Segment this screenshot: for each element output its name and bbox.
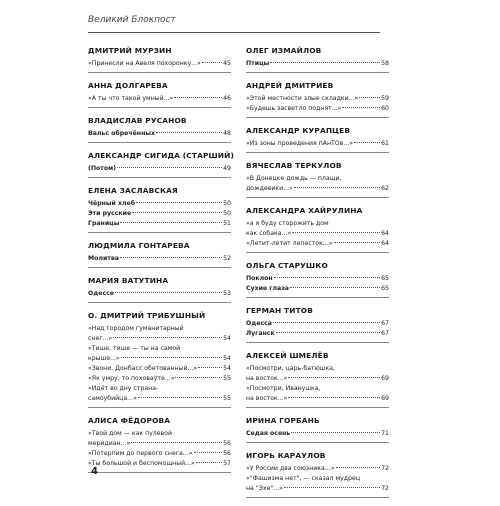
entry-page-number: 62 bbox=[381, 185, 389, 192]
entry-title-line: «В Донецке дождь — плащи, bbox=[246, 175, 342, 182]
dot-leader bbox=[334, 242, 381, 243]
author-name: ИГОРЬ КАРАУЛОВ bbox=[246, 451, 326, 460]
toc-entry[interactable] bbox=[246, 429, 389, 439]
author-name: ОЛЕГ ИЗМАЙЛОВ bbox=[246, 46, 322, 55]
toc-entry[interactable] bbox=[246, 329, 389, 339]
entry-title-line: меридиан...» bbox=[88, 440, 131, 447]
entry-page-number: 49 bbox=[223, 165, 231, 172]
entry-title-line: «Будешь засветло поднят...» bbox=[246, 105, 342, 112]
author-name: О. ДМИТРИЙ ТРИБУШНЫЙ bbox=[88, 311, 206, 320]
entry-leader-row bbox=[88, 129, 231, 139]
entry-page-number: 48 bbox=[223, 130, 231, 137]
section-divider bbox=[246, 152, 389, 153]
author-name: АННА ДОЛГАРЕВА bbox=[88, 81, 168, 90]
entry-title-line: «Потерпим до первого снега...» bbox=[88, 450, 193, 457]
dot-leader bbox=[292, 232, 380, 233]
toc-entry[interactable] bbox=[246, 219, 389, 239]
dot-leader bbox=[113, 337, 222, 338]
entry-title-line: «Як умру, то поховаўте...» bbox=[88, 375, 175, 382]
section-divider bbox=[88, 72, 231, 73]
dot-leader bbox=[131, 442, 222, 443]
entry-title-line: Чёрный хлеб bbox=[88, 200, 136, 207]
section-divider bbox=[246, 407, 389, 408]
dot-leader bbox=[120, 257, 222, 258]
author-name: МАРИЯ ВАТУТИНА bbox=[88, 276, 169, 285]
dot-leader bbox=[273, 322, 380, 323]
toc-entry[interactable] bbox=[246, 319, 389, 329]
entry-title-line: (Потом) bbox=[88, 165, 116, 172]
author-name: ЛЮДМИЛА ГОНТАРЕВА bbox=[88, 241, 190, 250]
dot-leader bbox=[198, 367, 222, 368]
entry-page-number: 71 bbox=[381, 430, 389, 437]
author-name: ОЛЬГА СТАРУШКО bbox=[246, 261, 328, 270]
section-divider bbox=[246, 497, 389, 498]
toc-entry[interactable] bbox=[246, 384, 389, 404]
entry-leader-row bbox=[88, 394, 231, 404]
entry-title-line: Луганск bbox=[246, 330, 275, 337]
entry-leader-row bbox=[246, 104, 389, 114]
toc-entry[interactable] bbox=[246, 59, 389, 69]
toc-entry[interactable] bbox=[88, 384, 231, 404]
entry-page-number: 55 bbox=[223, 395, 231, 402]
toc-entry[interactable] bbox=[246, 174, 389, 194]
toc-entry[interactable] bbox=[88, 219, 231, 229]
dot-leader bbox=[202, 62, 222, 63]
dot-leader bbox=[156, 132, 222, 133]
toc-entry[interactable] bbox=[88, 374, 231, 384]
entry-leader-row bbox=[246, 229, 389, 239]
author-name: ГЕРМАН ТИТОВ bbox=[246, 306, 313, 315]
dot-leader bbox=[136, 202, 222, 203]
dot-leader bbox=[115, 292, 222, 293]
entry-title-line: Одессе bbox=[88, 290, 114, 297]
entry-title-line: снег...» bbox=[88, 335, 113, 342]
entry-leader-row bbox=[246, 284, 389, 294]
entry-title-line: «Звони, Донбасс обетованный...» bbox=[88, 365, 198, 372]
dot-leader bbox=[342, 107, 380, 108]
entry-page-number: 46 bbox=[223, 95, 231, 102]
entry-title-line: как собака...» bbox=[246, 230, 292, 237]
entry-title-line: «Ты большой и беспомощный...» bbox=[88, 460, 195, 467]
author-name: АЛИСА ФЁДОРОВА bbox=[88, 416, 171, 425]
toc-entry[interactable] bbox=[88, 164, 231, 174]
dot-leader bbox=[196, 462, 222, 463]
entry-title-line: Вальс обречённых bbox=[88, 130, 155, 137]
entry-leader-row bbox=[88, 164, 231, 174]
entry-page-number: 58 bbox=[381, 60, 389, 67]
section-divider bbox=[246, 117, 389, 118]
dot-leader bbox=[336, 467, 381, 468]
entry-title-line: на восток...» bbox=[246, 375, 288, 382]
entry-page-number: 60 bbox=[381, 105, 389, 112]
entry-title-line: «Идёт во дну страна- bbox=[88, 385, 159, 392]
entry-title-line: «Из зоны проведения пАнТОв...» bbox=[246, 140, 354, 147]
entry-title-line: «Принесли на Авеля похоронку...» bbox=[88, 60, 201, 67]
entry-title-line: Птицы bbox=[246, 60, 270, 67]
dot-leader bbox=[354, 142, 380, 143]
entry-title-line: Эти русские bbox=[88, 210, 132, 217]
entry-page-number: 64 bbox=[381, 230, 389, 237]
author-name: АЛЕКСЕЙ ШМЕЛЁВ bbox=[246, 351, 329, 360]
dot-leader bbox=[138, 397, 222, 398]
dot-leader bbox=[174, 97, 222, 98]
section-divider bbox=[246, 342, 389, 343]
toc-entry[interactable] bbox=[246, 284, 389, 294]
entry-page-number: 72 bbox=[381, 465, 389, 472]
entry-leader-row bbox=[88, 354, 231, 364]
entry-page-number: 54 bbox=[223, 365, 231, 372]
entry-title-line: Границы bbox=[88, 220, 120, 227]
dot-leader bbox=[284, 487, 380, 488]
toc-entry[interactable] bbox=[88, 289, 231, 299]
section-divider bbox=[88, 107, 231, 108]
entry-leader-row bbox=[246, 374, 389, 384]
entry-title-line: Седая осень bbox=[246, 430, 291, 437]
entry-leader-row bbox=[88, 289, 231, 299]
entry-page-number: 69 bbox=[381, 375, 389, 382]
entry-title-line: «а я буду сторожить дом bbox=[246, 220, 329, 227]
entry-leader-row bbox=[246, 464, 389, 474]
author-name: АНДРЕЙ ДМИТРИЕВ bbox=[246, 81, 334, 90]
entry-title-line: «"Фашизма нет", — сказал мудрец bbox=[246, 475, 361, 482]
section-divider bbox=[88, 407, 231, 408]
entry-page-number: 72 bbox=[381, 485, 389, 492]
page-number: 4 bbox=[91, 466, 98, 477]
dot-leader bbox=[288, 377, 380, 378]
entry-title-line: на "Эхе"...» bbox=[246, 485, 283, 492]
toc-entry[interactable] bbox=[88, 324, 231, 344]
entry-page-number: 52 bbox=[223, 255, 231, 262]
entry-title-line: «А ты что такой умный...» bbox=[88, 95, 174, 102]
entry-page-number: 57 bbox=[223, 460, 231, 467]
entry-leader-row bbox=[246, 184, 389, 194]
toc-entry[interactable] bbox=[246, 104, 389, 114]
entry-title-line: дождевики...» bbox=[246, 185, 293, 192]
section-divider bbox=[246, 197, 389, 198]
entry-title-line: «Твой дом — как пулевой bbox=[88, 430, 172, 437]
dot-leader bbox=[294, 187, 380, 188]
toc-entry[interactable] bbox=[88, 59, 231, 69]
entry-title-line: Молитва bbox=[88, 255, 119, 262]
entry-leader-row bbox=[88, 254, 231, 264]
entry-leader-row bbox=[246, 94, 389, 104]
entry-leader-row bbox=[246, 394, 389, 404]
entry-page-number: 64 bbox=[381, 240, 389, 247]
entry-leader-row bbox=[88, 374, 231, 384]
entry-leader-row bbox=[88, 94, 231, 104]
dot-leader bbox=[291, 432, 380, 433]
toc-entry[interactable] bbox=[88, 459, 231, 469]
entry-leader-row bbox=[88, 439, 231, 449]
toc-entry[interactable] bbox=[88, 94, 231, 104]
dot-leader bbox=[175, 377, 222, 378]
entry-leader-row bbox=[88, 219, 231, 229]
entry-leader-row bbox=[88, 199, 231, 209]
entry-page-number: 69 bbox=[381, 395, 389, 402]
dot-leader bbox=[270, 62, 380, 63]
entry-title-line: «Посмотри, царь-батюшка, bbox=[246, 365, 335, 372]
entry-title-line: «У России два союзника...» bbox=[246, 465, 335, 472]
toc-entry[interactable] bbox=[246, 364, 389, 384]
section-divider bbox=[246, 442, 389, 443]
entry-page-number: 54 bbox=[223, 355, 231, 362]
entry-leader-row bbox=[246, 59, 389, 69]
section-divider bbox=[246, 297, 389, 298]
entry-page-number: 65 bbox=[381, 285, 389, 292]
author-name: ЕЛЕНА ЗАСЛАВСКАЯ bbox=[88, 186, 178, 195]
entry-leader-row bbox=[246, 484, 389, 494]
entry-page-number: 61 bbox=[381, 140, 389, 147]
toc-entry[interactable] bbox=[88, 364, 231, 374]
section-divider bbox=[246, 72, 389, 73]
entry-page-number: 65 bbox=[381, 275, 389, 282]
section-divider bbox=[88, 267, 231, 268]
section-divider bbox=[88, 177, 231, 178]
entry-page-number: 55 bbox=[223, 375, 231, 382]
author-name: АЛЕКСАНДР КУРАПЦЕВ bbox=[246, 126, 351, 135]
entry-leader-row bbox=[88, 334, 231, 344]
dot-leader bbox=[359, 97, 380, 98]
entry-page-number: 53 bbox=[223, 290, 231, 297]
entry-title-line: на восток...» bbox=[246, 395, 288, 402]
entry-title-line: Одесса bbox=[246, 320, 272, 327]
entry-title-line: Поклон bbox=[246, 275, 273, 282]
entry-leader-row bbox=[246, 139, 389, 149]
section-divider bbox=[88, 142, 231, 143]
section-divider bbox=[88, 472, 231, 473]
dot-leader bbox=[132, 212, 222, 213]
entry-page-number: 59 bbox=[381, 95, 389, 102]
entry-leader-row bbox=[88, 209, 231, 219]
entry-leader-row bbox=[88, 459, 231, 469]
entry-leader-row bbox=[246, 274, 389, 284]
entry-title-line: Сухие глаза bbox=[246, 285, 289, 292]
toc-entry[interactable] bbox=[88, 254, 231, 264]
toc-entry[interactable] bbox=[246, 139, 389, 149]
entry-title-line: «Тише, тише — ты на самой bbox=[88, 345, 181, 352]
entry-leader-row bbox=[246, 319, 389, 329]
toc-entry[interactable] bbox=[88, 209, 231, 219]
entry-title-line: самоубийца...» bbox=[88, 395, 137, 402]
author-name: ВЛАДИСЛАВ РУСАНОВ bbox=[88, 116, 187, 125]
entry-leader-row bbox=[88, 449, 231, 459]
toc-entry[interactable] bbox=[88, 199, 231, 209]
dot-leader bbox=[274, 277, 380, 278]
entry-page-number: 56 bbox=[223, 440, 231, 447]
author-name: АЛЕКСАНДРА ХАЙРУЛИНА bbox=[246, 206, 363, 215]
toc-entry[interactable] bbox=[246, 474, 389, 494]
toc-entry[interactable] bbox=[246, 239, 389, 249]
toc-entry[interactable] bbox=[246, 464, 389, 474]
entry-page-number: 54 bbox=[223, 335, 231, 342]
entry-title-line: «Летит-летит лепесток...» bbox=[246, 240, 333, 247]
toc-entry[interactable] bbox=[88, 429, 231, 449]
running-head: Великий Блокпост bbox=[88, 15, 176, 25]
toc-column-right bbox=[246, 46, 389, 506]
toc-entry[interactable] bbox=[88, 129, 231, 139]
entry-title-line: «Посмотри, Иванушка, bbox=[246, 385, 321, 392]
section-divider bbox=[88, 232, 231, 233]
author-name: ДМИТРИЙ МУРЗИН bbox=[88, 46, 172, 55]
entry-title-line: «Этой местности злые складки...» bbox=[246, 95, 359, 102]
entry-page-number: 56 bbox=[223, 450, 231, 457]
entry-page-number: 50 bbox=[223, 210, 231, 217]
entry-leader-row bbox=[246, 239, 389, 249]
dot-leader bbox=[288, 397, 380, 398]
entry-page-number: 51 bbox=[223, 220, 231, 227]
dot-leader bbox=[276, 332, 380, 333]
toc-column-left bbox=[88, 46, 234, 481]
entry-page-number: 67 bbox=[381, 330, 389, 337]
section-divider bbox=[88, 302, 231, 303]
entry-page-number: 50 bbox=[223, 200, 231, 207]
dot-leader bbox=[117, 167, 222, 168]
entry-leader-row bbox=[246, 429, 389, 439]
author-name: ИРИНА ГОРБАНЬ bbox=[246, 416, 320, 425]
entry-title-line: «Над городом гуманитарный bbox=[88, 325, 184, 332]
author-name: АЛЕКСАНДР СИГИДА (СТАРШИЙ) bbox=[88, 151, 234, 160]
dot-leader bbox=[121, 357, 222, 358]
dot-leader bbox=[120, 222, 222, 223]
author-name: ВЯЧЕСЛАВ ТЕРКУЛОВ bbox=[246, 161, 342, 170]
entry-page-number: 45 bbox=[223, 60, 231, 67]
header-rule bbox=[88, 32, 380, 33]
toc-entry[interactable] bbox=[246, 274, 389, 284]
entry-leader-row bbox=[88, 364, 231, 374]
entry-title-line: крыше...» bbox=[88, 355, 120, 362]
entry-page-number: 67 bbox=[381, 320, 389, 327]
dot-leader bbox=[290, 287, 380, 288]
toc-entry[interactable] bbox=[88, 344, 231, 364]
toc-entry[interactable] bbox=[246, 94, 389, 104]
entry-leader-row bbox=[88, 59, 231, 69]
toc-entry[interactable] bbox=[88, 449, 231, 459]
section-divider bbox=[246, 252, 389, 253]
dot-leader bbox=[194, 452, 223, 453]
entry-leader-row bbox=[246, 329, 389, 339]
